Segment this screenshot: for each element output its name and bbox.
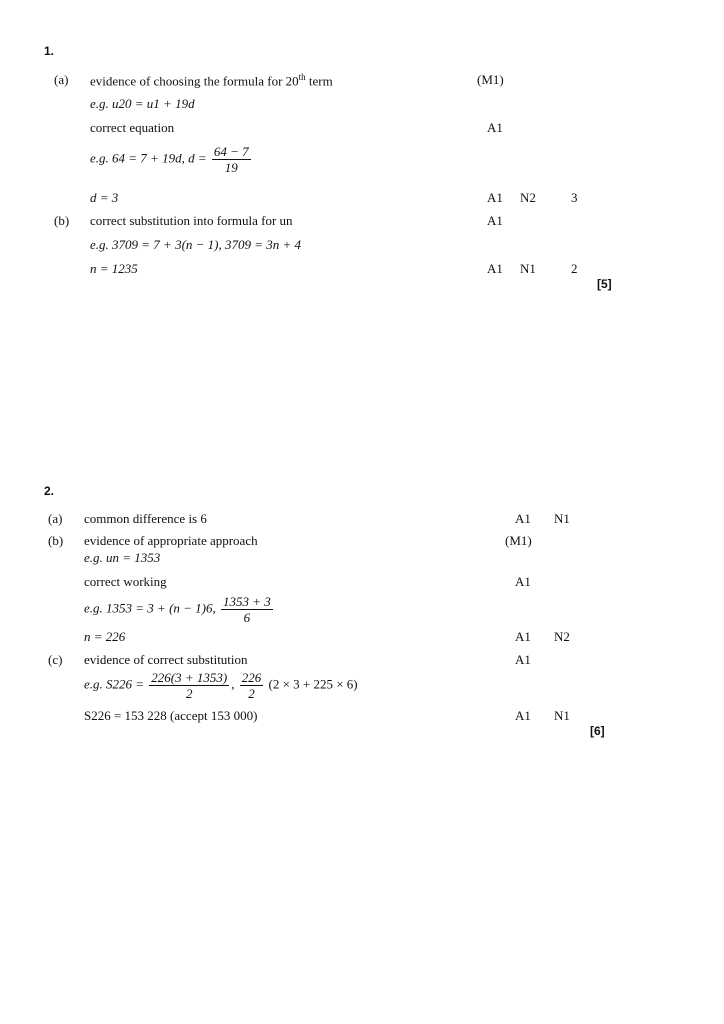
q2-part-a-label: (a) xyxy=(48,511,63,526)
q2a-criterion: common difference is 6 xyxy=(84,511,207,526)
q1a-fraction-numerator: 64 − 7 xyxy=(213,144,249,159)
q1a-example-2 xyxy=(90,144,253,175)
q1b-example: e.g. 3709 = 7 + 3(n − 1), 3709 = 3n + 4 xyxy=(90,237,302,252)
q2c-criterion: evidence of correct substitution xyxy=(84,652,248,667)
q2c-mark: A1 xyxy=(515,652,531,667)
q2b-answer: n = 226 xyxy=(84,629,126,644)
q1a-subtotal: 3 xyxy=(571,190,578,205)
q2c-fraction-1 xyxy=(149,670,229,701)
q1a-example-2-lhs: e.g. 64 = 7 + 19d, d = xyxy=(90,150,207,166)
q2b-example-2-lhs: e.g. 1353 = 3 + (n − 1)6, xyxy=(84,600,216,616)
q1b-answer: n = 1235 xyxy=(90,261,138,276)
q1b-answer-mark: A1 xyxy=(487,261,503,276)
q2b-criterion: evidence of appropriate approach xyxy=(84,533,258,548)
q2-part-b-label: (b) xyxy=(48,533,64,548)
q2a-n: N1 xyxy=(554,511,570,526)
q2b-correct-working: correct working xyxy=(84,574,167,589)
q1-part-a-label: (a) xyxy=(54,72,69,87)
q2-total: [6] xyxy=(590,724,605,738)
q1a-fraction-denominator: 19 xyxy=(224,160,238,175)
q2-part-c-label: (c) xyxy=(48,652,63,667)
q1a-criterion-text: evidence of choosing the formula for 20 xyxy=(90,73,299,89)
q2b-fraction-denominator: 6 xyxy=(243,610,251,625)
q2b-example: e.g. un = 1353 xyxy=(84,550,161,565)
q2b-mark-2: A1 xyxy=(515,574,531,589)
q1b-criterion: correct substitution into formula for un xyxy=(90,213,293,228)
q1-part-b-label: (b) xyxy=(54,213,70,228)
q2c-fraction-2 xyxy=(240,670,264,701)
q2c-fraction-1-denominator: 2 xyxy=(186,686,193,701)
q2c-example-tail: (2 × 3 + 225 × 6) xyxy=(268,676,358,692)
q2c-fraction-2-denominator: 2 xyxy=(248,686,255,701)
q1a-criterion-sup: th xyxy=(298,72,306,82)
q2b-mark: (M1) xyxy=(505,533,532,548)
q1a-correct-equation: correct equation xyxy=(90,120,175,135)
q1a-answer-n: N2 xyxy=(520,190,536,205)
q1a-mark-2: A1 xyxy=(487,120,503,135)
q2b-fraction xyxy=(221,594,273,625)
q1a-mark: (M1) xyxy=(477,72,504,87)
q2c-example-lhs: e.g. S226 = xyxy=(84,676,145,692)
q1-total: [5] xyxy=(597,277,612,291)
q2b-answer-n: N2 xyxy=(554,629,570,644)
q2c-example: e.g. S226 = $\frac{226(3 + 1353)}{2}$ , $\frac{226}{2}$ (2 × 3 + 225 × 6) xyxy=(84,670,358,701)
q1b-mark: A1 xyxy=(487,213,503,228)
q1a-answer: d = 3 xyxy=(90,190,119,205)
q1b-subtotal: 2 xyxy=(571,261,578,276)
q1a-criterion-text-after: term xyxy=(305,73,333,89)
question-number-2: 2. xyxy=(44,484,55,498)
q2c-answer: S226 = 153 228 (accept 153 000) xyxy=(84,708,258,723)
question-number-1: 1. xyxy=(44,44,55,58)
q2c-fraction-1-numerator: 226(3 + 1353) xyxy=(151,670,228,685)
q1a-example: e.g. u20 = u1 + 19d xyxy=(90,96,195,111)
q1a-answer-mark: A1 xyxy=(487,190,503,205)
q2b-answer-mark: A1 xyxy=(515,629,531,644)
q1b-answer-n: N1 xyxy=(520,261,536,276)
q2b-example-2 xyxy=(84,594,275,625)
q2c-answer-n: N1 xyxy=(554,708,570,723)
q1a-criterion xyxy=(90,72,333,89)
q2c-answer-mark: A1 xyxy=(515,708,531,723)
q1a-fraction xyxy=(212,144,251,175)
q2a-mark: A1 xyxy=(515,511,531,526)
q2c-fraction-2-numerator: 226 xyxy=(241,670,262,685)
q2b-fraction-numerator: 1353 + 3 xyxy=(223,594,271,609)
